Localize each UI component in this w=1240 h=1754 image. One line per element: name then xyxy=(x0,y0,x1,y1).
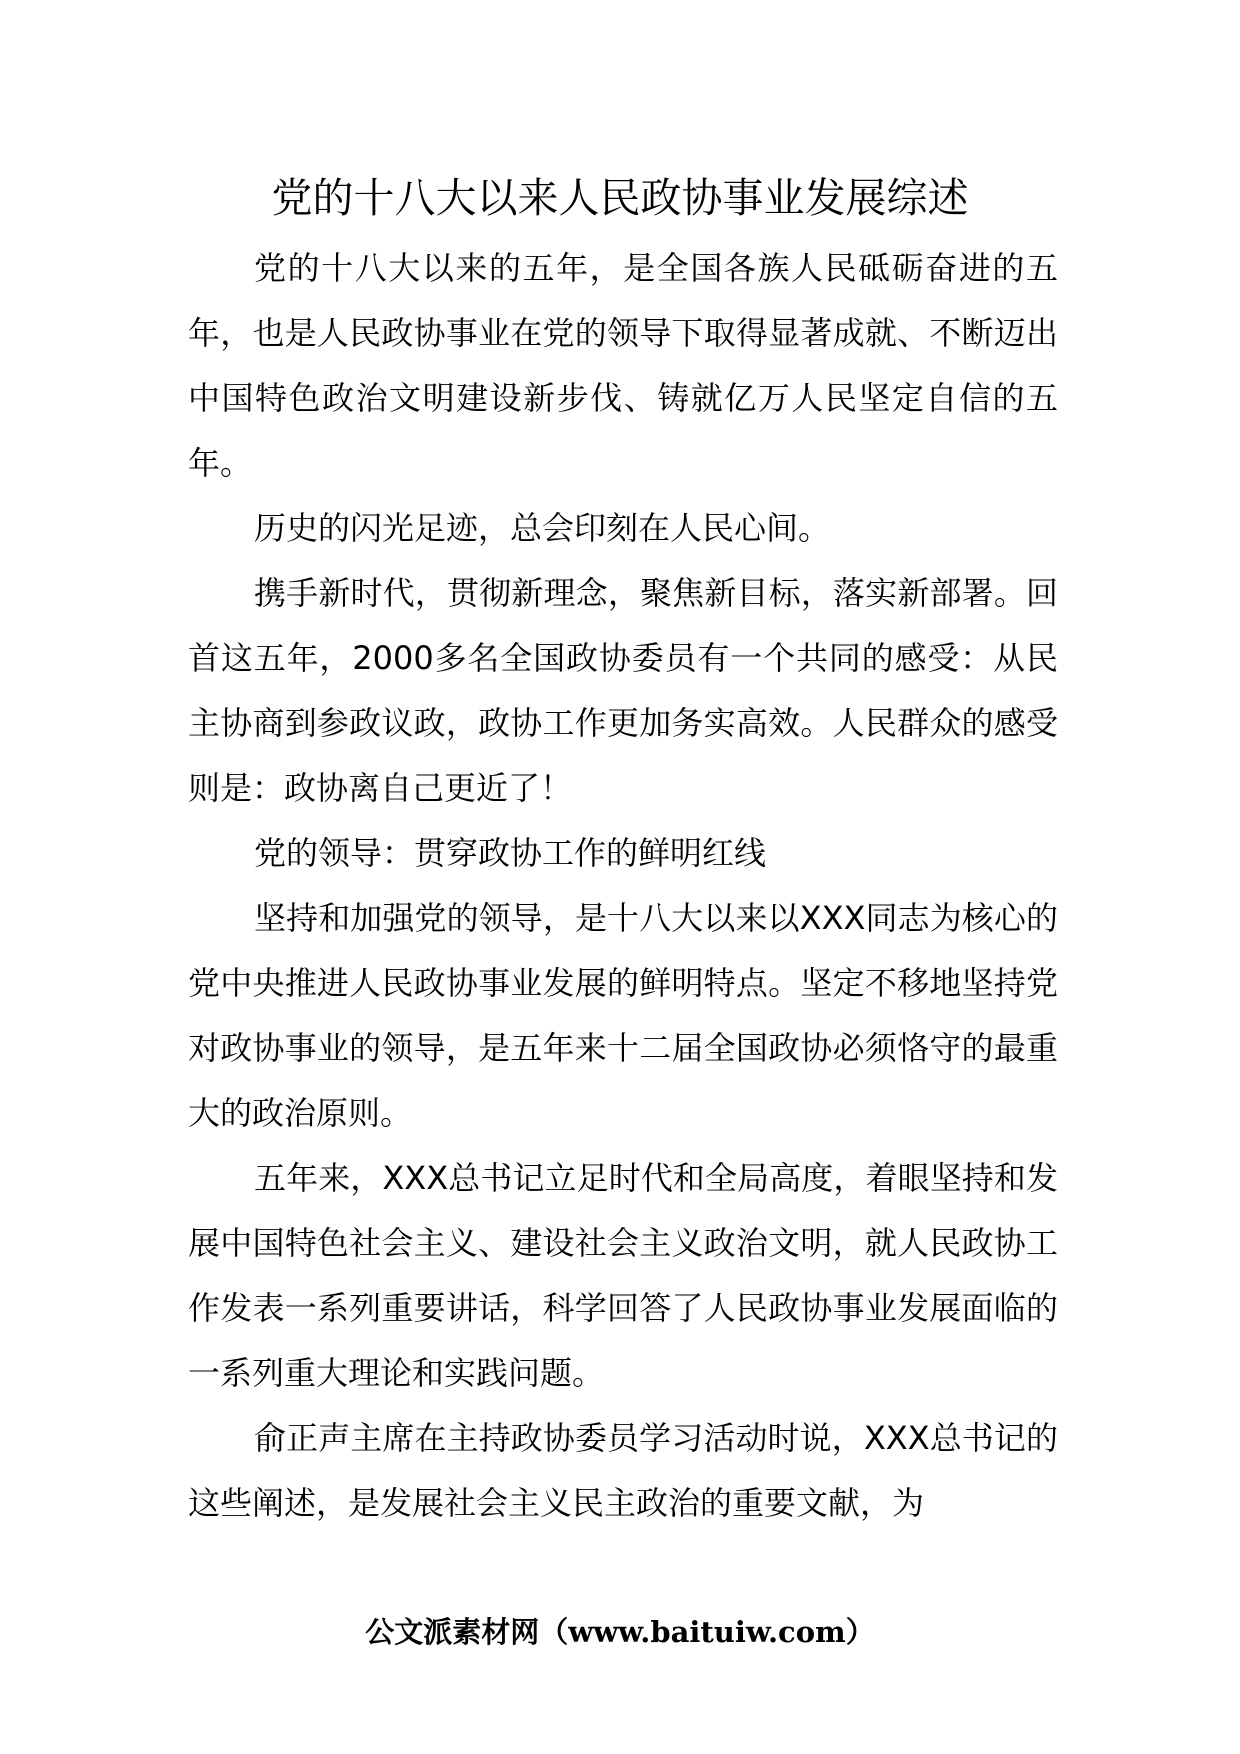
document-body xyxy=(188,236,1058,1536)
paragraph: 五年来，XXX总书记立足时代和全局高度，着眼坚持和发展中国特色社会主义、建设社会主义政治文明，就人民政协工作发表一系列重要讲话，科学回答了人民政协事业发展面临的一系列重大理论和实践问题。 xyxy=(188,1159,1058,1392)
paragraph: 历史的闪光足迹，总会印刻在人民心间。 xyxy=(254,509,831,547)
document-title: 党的十八大以来人民政协事业发展综述 xyxy=(271,174,969,222)
paragraph: 携手新时代，贯彻新理念，聚焦新目标，落实新部署。回首这五年，2000多名全国政协委员有一个共同的感受：从民主协商到参政议政，政协工作更加务实高效。人民群众的感受则是：政协离自己更近了！ xyxy=(188,574,1058,807)
section-heading: 党的领导：贯穿政协工作的鲜明红线 xyxy=(254,834,767,872)
paragraph: 坚持和加强党的领导，是十八大以来以XXX同志为核心的党中央推进人民政协事业发展的鲜明特点。坚定不移地坚持党对政协事业的领导，是五年来十二届全国政协必须恪守的最重大的政治原则。 xyxy=(188,899,1058,1132)
paragraph: 俞正声主席在主持政协委员学习活动时说，XXX总书记的这些阐述，是发展社会主义民主政治的重要文献，为 xyxy=(188,1419,1058,1522)
page-footer: 公文派素材网（www.baituiw.com） xyxy=(365,1615,875,1649)
paragraph: 党的十八大以来的五年，是全国各族人民砥砺奋进的五年，也是人民政协事业在党的领导下取得显著成就、不断迈出中国特色政治文明建设新步伐、铸就亿万人民坚定自信的五年。 xyxy=(188,249,1058,482)
